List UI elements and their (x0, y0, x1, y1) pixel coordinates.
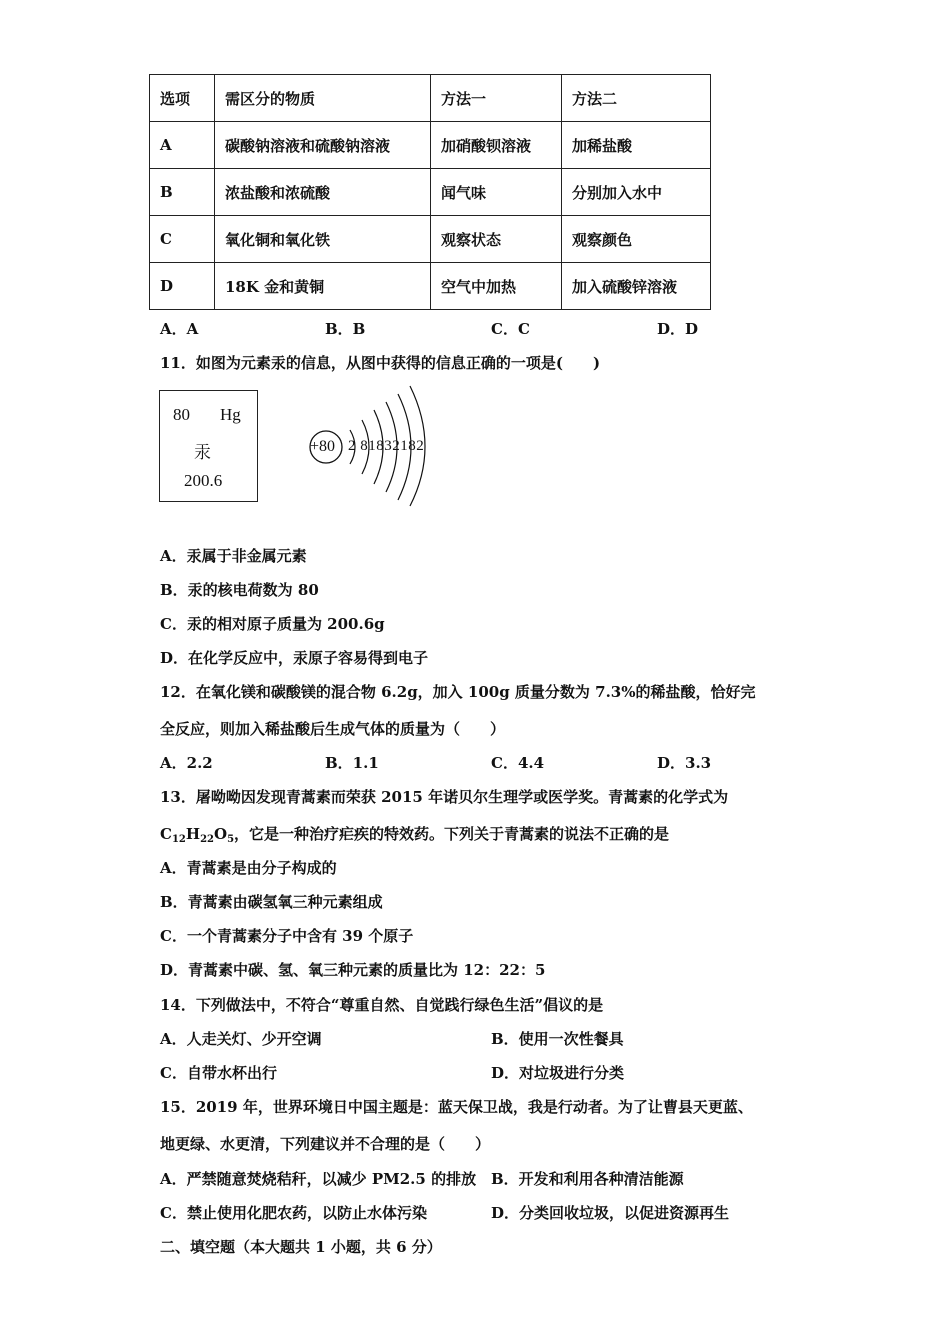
option-d[interactable]: D．D (657, 320, 699, 338)
option-d[interactable]: D．3.3 (657, 754, 712, 772)
table-header-cell: 方法二 (562, 75, 711, 122)
table-cell: C (150, 216, 215, 263)
q15-stem-line1: 15．2019 年，世界环境日中国主题是：蓝天保卫战，我是行动者。为了让曹县天更蓝、 (160, 1098, 753, 1116)
q11-option-c[interactable]: C．汞的相对原子质量为 200.6g (160, 615, 385, 633)
q14-stem: 14．下列做法中，不符合“尊重自然、自觉践行绿色生活”倡议的是 (160, 996, 604, 1014)
option-a[interactable]: A．2.2 (160, 754, 213, 772)
table-cell: 浓盐酸和浓硫酸 (215, 169, 431, 216)
q13-stem-rest: ，它是一种治疗疟疾的特效药。下列关于青蒿素的说法不正确的是 (234, 825, 670, 843)
table-cell: D (150, 263, 215, 310)
q13-option-c[interactable]: C．一个青蒿素分子中含有 39 个原子 (160, 927, 414, 945)
q13-stem-line1: 13．屠呦呦因发现青蒿素而荣获 2015 年诺贝尔生理学或医学奖。青蒿素的化学式为 (160, 788, 729, 806)
q14-option-b[interactable]: B．使用一次性餐具 (491, 1030, 624, 1048)
table-row (150, 122, 711, 169)
table-cell: 加稀盐酸 (562, 122, 711, 169)
table-header-cell: 需区分的物质 (215, 75, 431, 122)
q10-table (149, 74, 711, 310)
q11-stem: 11．如图为元素汞的信息，从图中获得的信息正确的一项是( ) (160, 354, 601, 372)
table-cell: 加硝酸钡溶液 (431, 122, 562, 169)
table-row (150, 263, 711, 310)
option-b[interactable]: B．1.1 (325, 754, 379, 772)
table-row (150, 169, 711, 216)
table-cell: 18K 金和黄铜 (215, 263, 431, 310)
q13-option-d[interactable]: D．青蒿素中碳、氢、氧三种元素的质量比为 12：22：5 (160, 961, 546, 979)
table-cell: 观察颜色 (562, 216, 711, 263)
q15-stem-line2: 地更绿、水更清，下列建议并不合理的是（ ） (160, 1135, 491, 1153)
atomic-mass: 200.6 (184, 471, 223, 490)
q13-option-a[interactable]: A．青蒿素是由分子构成的 (160, 859, 337, 877)
q13-stem-line2 (160, 823, 669, 845)
table-cell: B (150, 169, 215, 216)
formula-h-sub: 22 (200, 834, 214, 845)
q15-option-a[interactable]: A．严禁随意焚烧秸秆，以减少 PM2.5 的排放 (160, 1170, 477, 1188)
table-row (150, 216, 711, 263)
formula-o-sub: 5 (227, 834, 235, 845)
table-cell: 碳酸钠溶液和硫酸钠溶液 (215, 122, 431, 169)
formula-o: O (213, 825, 228, 843)
element-name: 汞 (194, 443, 211, 462)
q15-option-b[interactable]: B．开发和利用各种清洁能源 (491, 1170, 684, 1188)
q11-option-a[interactable]: A．汞属于非金属元素 (160, 547, 307, 565)
formula-h: H (185, 825, 201, 843)
q12-stem-line1: 12．在氧化镁和碳酸镁的混合物 6.2g，加入 100g 质量分数为 7.3%的稀盐酸，恰好完 (160, 683, 756, 701)
q15-option-d[interactable]: D．分类回收垃圾，以促进资源再生 (491, 1204, 730, 1222)
table-cell: 氧化铜和氧化铁 (215, 216, 431, 263)
option-c[interactable]: C．C (491, 320, 530, 338)
q13-option-b[interactable]: B．青蒿素由碳氢氧三种元素组成 (160, 893, 383, 911)
table-header-cell: 方法一 (431, 75, 562, 122)
table-header-row (150, 75, 711, 122)
table-cell: 观察状态 (431, 216, 562, 263)
formula-c: C (160, 825, 172, 843)
table-cell: 闻气味 (431, 169, 562, 216)
atomic-number: 80 (173, 405, 190, 424)
q14-option-a[interactable]: A．人走关灯、少开空调 (160, 1030, 322, 1048)
electron-shells-label: 2 81832182 (348, 438, 425, 454)
nucleus-label: +80 (310, 438, 336, 455)
element-card (159, 390, 258, 502)
q14-option-c[interactable]: C．自带水杯出行 (160, 1064, 277, 1082)
table-cell: 加入硫酸锌溶液 (562, 263, 711, 310)
formula-c-sub: 12 (171, 834, 186, 845)
q14-option-d[interactable]: D．对垃圾进行分类 (491, 1064, 625, 1082)
section-heading: 二、填空题（本大题共 1 小题，共 6 分） (160, 1238, 442, 1256)
table-cell: 分别加入水中 (562, 169, 711, 216)
option-b[interactable]: B．B (325, 320, 366, 338)
table-cell: 空气中加热 (431, 263, 562, 310)
option-c[interactable]: C．4.4 (491, 754, 545, 772)
element-symbol: Hg (220, 405, 241, 424)
q11-option-d[interactable]: D．在化学反应中，汞原子容易得到电子 (160, 649, 429, 667)
option-a[interactable]: A．A (160, 320, 199, 338)
q15-option-c[interactable]: C．禁止使用化肥农药，以防止水体污染 (160, 1204, 427, 1222)
table-header-cell: 选项 (150, 75, 215, 122)
table-cell: A (150, 122, 215, 169)
q12-stem-line2: 全反应，则加入稀盐酸后生成气体的质量为（ ） (160, 720, 506, 738)
q11-option-b[interactable]: B．汞的核电荷数为 80 (160, 581, 319, 599)
